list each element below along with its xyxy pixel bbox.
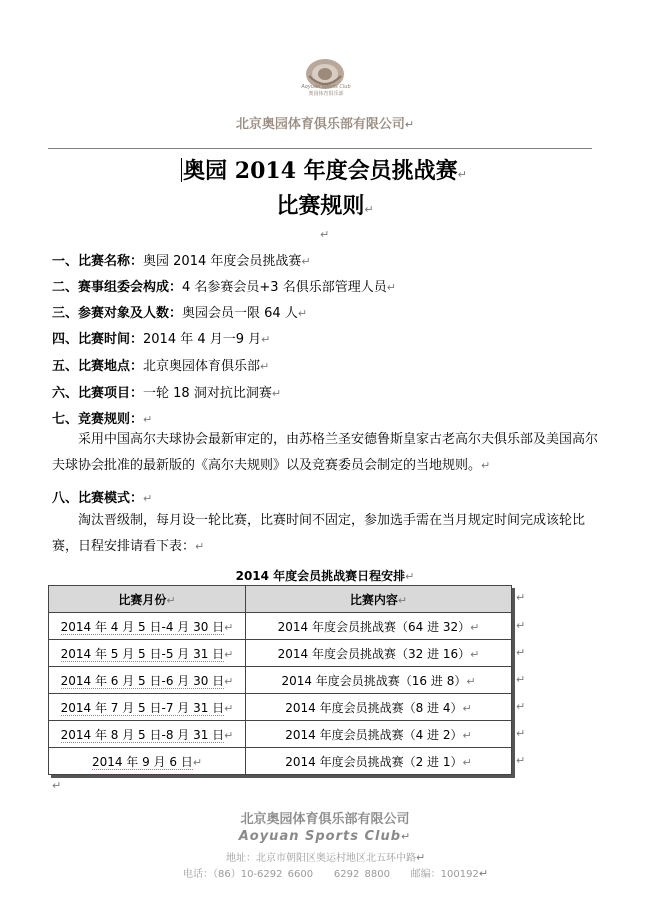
- paragraph-mark-icon: ↵: [224, 647, 234, 661]
- logo-text-en: Aoyuan Sports Club: [301, 84, 351, 90]
- footer-company-name: 北京奥园体育俱乐部有限公司: [240, 812, 410, 827]
- section-committee: 二、赛事组委会构成：4 名参赛会员+3 名俱乐部管理人员↵: [52, 280, 396, 295]
- paragraph-mark-icon: ↵: [297, 307, 308, 320]
- month-cell: 2014 年 8 月 5 日-8 月 31 日↵: [49, 721, 246, 748]
- paragraph-mark-icon: ↵: [516, 727, 526, 740]
- section-mode-heading: 八、比赛模式：↵: [52, 491, 153, 506]
- footer-english-name: Aoyuan Sports Club↵: [238, 829, 412, 844]
- paragraph-mark-icon: ↵: [386, 281, 396, 294]
- paragraph-mark-icon: ↵: [466, 674, 476, 688]
- rules-paragraph: 采用中国高尔夫球协会最新审定的，由苏格兰圣安德鲁斯皇家古老高尔夫俱乐部及美国高尔夫球协会批准的最新版的《高尔夫规则》以及竞赛委员会制定的当地规则。↵: [52, 432, 599, 473]
- paragraph-mark-icon: ↵: [166, 593, 176, 607]
- paragraph-mark-icon: ↵: [364, 203, 374, 216]
- section-time: 四、比赛时间：2014 年 4 月一9 月↵: [52, 332, 271, 347]
- content-cell: 2014 年度会员挑战赛（32 进 16）↵: [246, 640, 512, 667]
- month-cell: 2014 年 6 月 5 日-6 月 30 日↵: [49, 667, 246, 694]
- schedule-table: [48, 585, 512, 775]
- document-title: 奥园 2014 年度会员挑战赛↵: [183, 158, 467, 184]
- paragraph-mark-icon: ↵: [416, 851, 426, 864]
- section-participants: 三、参赛对象及人数：奥园会员一限 64 人↵: [52, 306, 308, 321]
- paragraph-mark-icon: ↵: [261, 333, 271, 346]
- paragraph-mark-icon: ↵: [470, 620, 480, 634]
- section-rules-heading: 七、竞赛规则：↵: [52, 412, 153, 427]
- paragraph-mark-icon: ↵: [462, 701, 472, 715]
- month-cell: 2014 年 5 月 5 日-5 月 31 日↵: [49, 640, 246, 667]
- paragraph-mark-icon: ↵: [481, 459, 491, 472]
- month-cell: 2014 年 9 月 6 日↵: [49, 748, 246, 775]
- paragraph-mark-icon: ↵: [405, 570, 415, 583]
- schedule-title: 2014 年度会员挑战赛日程安排↵: [235, 569, 415, 583]
- paragraph-mark-icon: ↵: [462, 728, 472, 742]
- paragraph-mark-icon: ↵: [404, 118, 415, 131]
- paragraph-mark-icon: ↵: [224, 701, 234, 715]
- section-venue: 五、比赛地点：北京奥园体育俱乐部↵: [52, 359, 270, 374]
- mode-paragraph: 淘汰晋级制，每月设一轮比赛，比赛时间不固定，参加选手需在当月规定时间完成该轮比赛，日程安排请看下表：↵: [52, 513, 586, 554]
- paragraph-mark-icon: ↵: [224, 728, 234, 742]
- month-cell: 2014 年 7 月 5 日-7 月 31 日↵: [49, 694, 246, 721]
- document-subtitle: 比赛规则↵: [276, 193, 374, 219]
- paragraph-mark-icon: ↵: [516, 754, 526, 767]
- logo-text: [283, 84, 369, 98]
- content-cell: 2014 年度会员挑战赛（64 进 32）↵: [246, 613, 512, 640]
- paragraph-mark-icon: ↵: [470, 647, 480, 661]
- paragraph-mark-icon: ↵: [462, 755, 472, 769]
- footer-contact: 电话：（86）10-6292 6600 6292 8800 邮编：100192↵: [183, 867, 489, 880]
- header-content: 比赛内容↵: [246, 586, 512, 613]
- paragraph-mark-icon: ↵: [192, 755, 203, 769]
- content-cell: 2014 年度会员挑战赛（2 进 1）↵: [246, 748, 512, 775]
- paragraph-mark-icon: ↵: [143, 413, 153, 426]
- paragraph-mark-icon: ↵: [320, 228, 330, 241]
- paragraph-mark-icon: ↵: [516, 646, 526, 659]
- paragraph-mark-icon: ↵: [516, 619, 526, 632]
- paragraph-mark-icon: ↵: [224, 674, 234, 688]
- header-divider: [48, 148, 592, 149]
- header-month: 比赛月份↵: [49, 586, 246, 613]
- logo-text-cn: 奥园体育俱乐部: [308, 91, 344, 97]
- paragraph-mark-icon: ↵: [271, 387, 282, 400]
- paragraph-mark-icon: ↵: [478, 867, 489, 880]
- paragraph-mark-icon: ↵: [516, 673, 526, 686]
- paragraph-mark-icon: ↵: [397, 593, 408, 607]
- paragraph-mark-icon: ↵: [457, 168, 467, 181]
- section-event: 六、比赛项目：一轮 18 洞对抗比洞赛↵: [52, 386, 282, 401]
- paragraph-mark-icon: ↵: [195, 540, 205, 553]
- content-cell: 2014 年度会员挑战赛（16 进 8）↵: [246, 667, 512, 694]
- paragraph-mark-icon: ↵: [516, 591, 526, 604]
- content-cell: 2014 年度会员挑战赛（8 进 4）↵: [246, 694, 512, 721]
- paragraph-mark-icon: ↵: [260, 360, 270, 373]
- paragraph-mark-icon: ↵: [301, 255, 311, 268]
- paragraph-mark-icon: ↵: [516, 700, 526, 713]
- paragraph-mark-icon: ↵: [143, 492, 153, 505]
- table-row: [49, 748, 512, 775]
- table-row: [49, 613, 512, 640]
- content-cell: 2014 年度会员挑战赛（4 进 2）↵: [246, 721, 512, 748]
- table-row: [49, 640, 512, 667]
- table-row: [49, 694, 512, 721]
- header-company-name: 北京奥园体育俱乐部有限公司↵: [235, 117, 415, 132]
- section-name: 一、比赛名称：奥园 2014 年度会员挑战赛↵: [52, 254, 311, 269]
- month-cell: 2014 年 4 月 5 日-4 月 30 日↵: [49, 613, 246, 640]
- table-header-row: [49, 586, 512, 613]
- footer-address: 地址：北京市朝阳区奥运村地区北五环中路↵: [226, 851, 426, 864]
- paragraph-mark-icon: ↵: [401, 830, 412, 843]
- paragraph-mark-icon: ↵: [224, 620, 234, 634]
- table-row: [49, 721, 512, 748]
- paragraph-mark-icon: ↵: [52, 779, 62, 792]
- table-row: [49, 667, 512, 694]
